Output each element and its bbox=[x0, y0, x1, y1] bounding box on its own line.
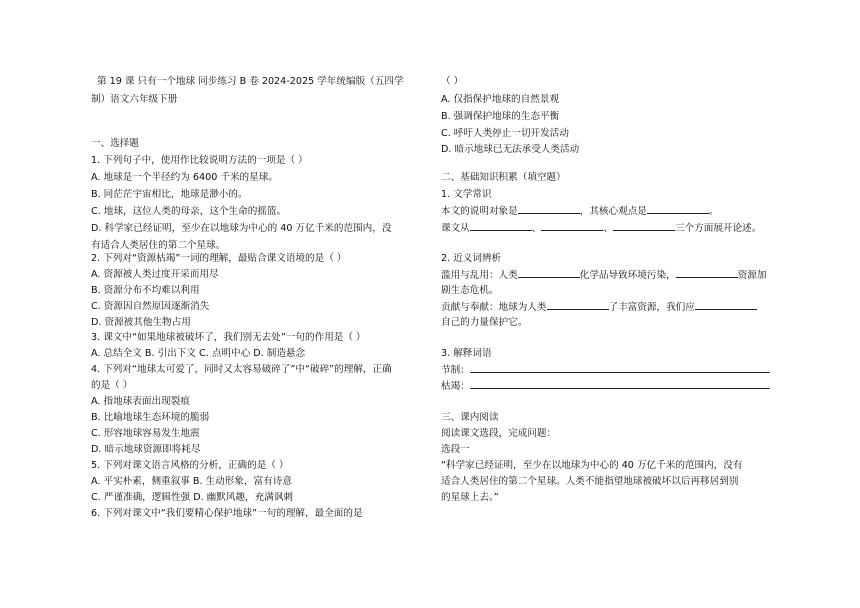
fill-1-text-a: 本文的说明对象是 bbox=[441, 206, 518, 217]
answer-blank[interactable] bbox=[470, 377, 770, 389]
question-3-stem: 3. 课文中“如果地球被破坏了，我们别无去处”一句的作用是（ ） bbox=[91, 332, 366, 343]
question-5-stem: 5. 下列对课文语言风格的分析，正确的是（ ） bbox=[91, 460, 289, 471]
fill-2-text-a: 滥用与乱用：人类 bbox=[441, 270, 518, 281]
fill-2-text-d: 贡献与奉献：地球为人类 bbox=[441, 302, 547, 313]
answer-blank[interactable] bbox=[647, 202, 709, 214]
fill-1-text-b: ，其核心观点是 bbox=[579, 206, 647, 217]
question-5-options-ab[interactable]: A. 平实朴素，侧重叙事 B. 生动形象，富有诗意 bbox=[91, 476, 292, 487]
question-6-option-b[interactable]: B. 强调保护地球的生态平衡 bbox=[441, 111, 560, 122]
fill-1-text-d: 课文从 bbox=[441, 223, 470, 234]
question-4-option-c[interactable]: C. 形容地球容易发生地震 bbox=[91, 428, 200, 439]
answer-blank[interactable] bbox=[518, 266, 580, 278]
excerpt-label: 选段一 bbox=[441, 444, 470, 455]
fill-1-text-f: 、 bbox=[603, 223, 613, 234]
section-heading-fill: 二、基础知识积累（填空题） bbox=[441, 172, 566, 183]
question-2-option-c[interactable]: C. 资源因自然原因逐渐消失 bbox=[91, 301, 210, 312]
fill-3-word-2 bbox=[441, 377, 770, 395]
question-1-option-d-cont: 有适合人类居住的第二个星球。 bbox=[91, 240, 226, 251]
fill-2-text-e: 了丰富资源，我们应 bbox=[608, 302, 695, 313]
fill-2-line-4: 自己的力量保护它。 bbox=[441, 317, 528, 328]
question-2-stem: 2. 下列对“资源枯竭”一词的理解，最贴合课文语境的是（ ） bbox=[91, 253, 347, 264]
reading-intro: 阅读课文选段，完成问题： bbox=[441, 428, 557, 439]
answer-blank[interactable] bbox=[541, 219, 603, 231]
question-1-option-b[interactable]: B. 同茫茫宇宙相比，地球是渺小的。 bbox=[91, 189, 248, 200]
question-4-option-a[interactable]: A. 指地球表面出现裂痕 bbox=[91, 396, 190, 407]
question-6-option-d[interactable]: D. 暗示地球已无法承受人类活动 bbox=[441, 144, 580, 155]
fill-3-title: 3. 解释词语 bbox=[441, 348, 492, 359]
fill-1-text-c: 。 bbox=[708, 206, 719, 217]
question-1-option-a[interactable]: A. 地球是一个半径约为 6400 千米的星球。 bbox=[91, 172, 278, 183]
fill-1-title: 1. 文学常识 bbox=[441, 189, 492, 200]
question-4-option-d[interactable]: D. 暗示地球资源即将耗尽 bbox=[91, 444, 201, 455]
fill-2-text-c: 资源加 bbox=[737, 270, 767, 281]
question-6-option-c[interactable]: C. 呼吁人类停止一切开发活动 bbox=[441, 128, 569, 139]
question-4-stem-cont: 的是（ ） bbox=[91, 380, 133, 391]
question-4-option-b[interactable]: B. 比喻地球生态环境的脆弱 bbox=[91, 412, 210, 423]
question-4-stem: 4. 下列对“地球太可爱了，同时又太容易破碎了”中“破碎”的理解，正确 bbox=[91, 364, 392, 375]
question-6-stem: 6. 下列对课文中“我们要精心保护地球”一句的理解，最全面的是 bbox=[91, 508, 363, 519]
question-3-options[interactable]: A. 总结全文 B. 引出下文 C. 点明中心 D. 制造悬念 bbox=[91, 348, 306, 359]
section-heading-choice: 一、选择题 bbox=[91, 138, 139, 149]
question-1-stem: 1. 下列句子中，使用作比较说明方法的一项是（ ） bbox=[91, 155, 308, 166]
doc-title-line-2: 制）语文六年级下册 bbox=[91, 94, 178, 105]
fill-1-text-e: 、 bbox=[531, 223, 542, 234]
fill-2-line-2: 剧生态危机。 bbox=[441, 285, 499, 296]
fill-1-line-1 bbox=[441, 202, 719, 220]
question-2-option-a[interactable]: A. 资源被人类过度开采而用尽 bbox=[91, 269, 219, 280]
fill-1-text-g: 三个方面展开论述。 bbox=[674, 223, 762, 234]
fill-1-line-2 bbox=[441, 219, 761, 237]
answer-blank[interactable] bbox=[676, 266, 738, 278]
word-kujie-label: 枯竭： bbox=[441, 381, 470, 392]
doc-title-line-1: 第 19 课 只有一个地球 同步练习 B 卷 2024-2025 学年统编版（五四学 bbox=[97, 76, 404, 87]
answer-blank[interactable] bbox=[470, 361, 770, 373]
excerpt-line-3: 的星球上去。” bbox=[441, 492, 499, 503]
question-1-option-c[interactable]: C. 地球，这位人类的母亲，这个生命的摇篮。 bbox=[91, 206, 287, 217]
answer-blank[interactable] bbox=[613, 219, 675, 231]
question-2-option-b[interactable]: B. 资源分布不均难以利用 bbox=[91, 285, 200, 296]
answer-blank[interactable] bbox=[695, 298, 757, 310]
question-6-paren: （ ） bbox=[441, 76, 464, 87]
fill-2-title: 2. 近义词辨析 bbox=[441, 253, 502, 264]
answer-blank[interactable] bbox=[470, 219, 532, 231]
question-2-option-d[interactable]: D. 资源被其他生物占用 bbox=[91, 317, 191, 328]
word-jiezhi-label: 节制： bbox=[441, 365, 470, 376]
excerpt-line-1: “科学家已经证明，至少在以地球为中心的 40 万亿千米的范围内，没有 bbox=[441, 460, 743, 471]
question-5-options-cd[interactable]: C. 严谨准确，逻辑性强 D. 幽默风趣，充满讽刺 bbox=[91, 492, 294, 503]
excerpt-line-2: 适合人类居住的第二个星球。人类不能指望地球被破坏以后再移居到别 bbox=[441, 476, 739, 487]
fill-2-text-b: 化学品导致环境污染， bbox=[579, 270, 676, 281]
question-1-option-d[interactable]: D. 科学家已经证明，至少在以地球为中心的 40 万亿千米的范围内，没 bbox=[91, 223, 392, 234]
section-heading-reading: 三、课内阅读 bbox=[441, 412, 499, 423]
answer-blank[interactable] bbox=[518, 202, 580, 214]
answer-blank[interactable] bbox=[547, 298, 609, 310]
question-6-option-a[interactable]: A. 仅指保护地球的自然景观 bbox=[441, 94, 560, 105]
